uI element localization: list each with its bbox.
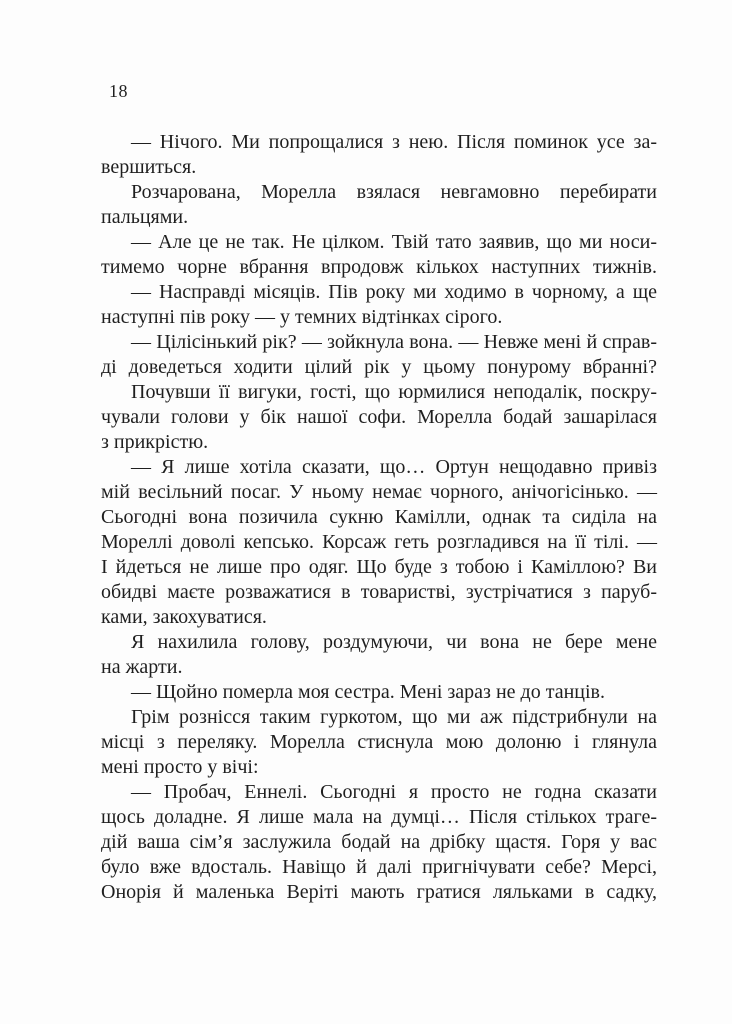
text-line: Сьогодні вона позичила сукню Камілли, однак та сиділа на — [101, 506, 657, 528]
paragraph — [101, 780, 657, 905]
text-line: на жарти. — [101, 656, 183, 678]
text-line: — Насправді місяців. Пів року ми ходимо в чорному, а ще — [131, 281, 657, 303]
page-number: 18 — [109, 81, 128, 101]
paragraph — [101, 455, 657, 630]
paragraph — [101, 680, 657, 705]
text-line: мені просто у вічі: — [101, 756, 259, 778]
text-line: обидві маєте розважатися в товаристві, зустрічатися з паруб- — [101, 581, 657, 603]
paragraph — [101, 705, 657, 780]
text-line: — Щойно померла моя сестра. Мені зараз не до танців. — [131, 681, 605, 703]
text-line: ками, закохуватися. — [101, 606, 267, 628]
paragraph — [101, 330, 657, 380]
text-line: Почувши її вигуки, гості, що юрмилися неподалік, поскру- — [131, 381, 657, 403]
text-line: наступні пів року — у темних відтінках сірого. — [101, 306, 503, 328]
text-line: щось доладне. Я лише мала на думці… Після стількох траге- — [101, 806, 657, 828]
text-line: — Пробач, Еннелі. Сьогодні я просто не годна сказати — [131, 781, 657, 803]
text-line: Розчарована, Морелла взялася невгамовно перебирати — [131, 181, 657, 203]
text-line: вершиться. — [101, 156, 197, 178]
text-line: — Але це не так. Не цілком. Твій тато заявив, що ми носи- — [131, 231, 657, 253]
text-line: — Цілісінький рік? — зойкнула вона. — Невже мені й справ- — [131, 331, 657, 353]
paragraph — [101, 130, 657, 180]
text-line: ді доведеться ходити цілий рік у цьому понурому вбранні? — [101, 356, 657, 378]
text-line: з прикрістю. — [101, 431, 209, 453]
text-line: І йдеться не лише про одяг. Що буде з тобою і Каміллою? Ви — [101, 556, 657, 578]
text-line: було вже вдосталь. Навіщо й далі пригнічувати себе? Мерсі, — [101, 856, 657, 878]
text-line: Грім рознісся таким гуркотом, що ми аж підстрибнули на — [131, 706, 657, 728]
paragraph — [101, 380, 657, 455]
text-line: мій весільний посаг. У ньому немає чорного, анічогісінько. — — [101, 481, 657, 503]
text-line: пальцями. — [101, 206, 189, 228]
text-line: Мореллі доволі кепсько. Корсаж геть розгладився на її тілі. — — [101, 531, 657, 553]
paragraph — [101, 180, 657, 230]
text-line: — Я лише хотіла сказати, що… Ортун нещодавно привіз — [131, 456, 657, 478]
paragraph — [101, 280, 657, 330]
paragraph — [101, 630, 657, 680]
text-line: тимемо чорне вбрання впродовж кількох наступних тижнів. — [101, 256, 657, 278]
page-text — [101, 130, 657, 905]
text-line: Я нахилила голову, роздумуючи, чи вона не бере мене — [131, 631, 657, 653]
paragraph — [101, 230, 657, 280]
text-line: чували голови у бік нашої софи. Морелла бодай зашарілася — [101, 406, 657, 428]
text-line: місці з переляку. Морелла стиснула мою долоню і глянула — [101, 731, 657, 753]
text-line: Онорія й маленька Веріті мають гратися ляльками в садку, — [101, 881, 657, 903]
text-line: дій ваша сім’я заслужила бодай на дрібку щастя. Горя у вас — [101, 831, 657, 853]
text-line: — Нічого. Ми попрощалися з нею. Після поминок усе за- — [131, 131, 657, 153]
